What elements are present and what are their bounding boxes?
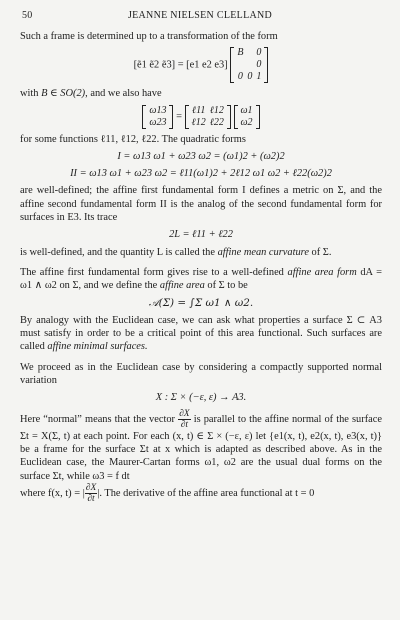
paragraph: are well-defined; the affine first fundamental form I defines a metric on Σ, and the affine second fundamental form II is the analog of the second fundamental form for surfaces in E3. Its trace [20, 185, 382, 224]
matrix-cell [245, 47, 254, 59]
running-head: JEANNE NIELSEN CLELLAND [127, 10, 273, 21]
body-text [20, 30, 382, 504]
text-run: is parallel to the affine normal of the surface Σt = X(Σ, t) at each point. For each (x, t) ∈ Σ × (−ε, ε) let {e1(x, t), e2(x, t), e3(x, t)} be a frame for the surface Σt at x which is adapted as described above. As in the Euclidean case, the Maurer-Cartan forms ω1, ω2 are the usual dual forms on the surface Σt, while ω3 = f dt [20, 413, 382, 482]
text-run: affine area form [287, 266, 357, 278]
text-run: where f(x, t) = | [20, 487, 85, 499]
fraction [178, 409, 191, 430]
paragraph [20, 314, 382, 354]
paragraph: We proceed as in the Euclidean case by considering a compactly supported normal variation [20, 361, 382, 387]
text-run: Here “normal” means that the vector [20, 413, 179, 425]
paragraph [20, 87, 382, 100]
matrix-cell: 0 [237, 71, 243, 83]
paragraph: for some functions ℓ11, ℓ12, ℓ22. The quadratic forms [20, 133, 246, 145]
matrix-l [185, 105, 231, 129]
fraction-denominator: ∂t [87, 493, 95, 504]
matrix-cell: ℓ11 [191, 104, 206, 116]
text-run: By analogy with the Euclidean case, we can ask what properties a surface Σ ⊂ A3 must satisfy in order to be a critical point of this area functional. Such surfaces are called [20, 314, 382, 353]
text-run: affine minimal surfaces. [47, 341, 148, 353]
paragraph [20, 409, 382, 483]
text-run: B ∈ SO(2) [41, 88, 86, 100]
matrix-cell [245, 59, 254, 71]
equation-variation: X : Σ × (−ε, ε) → A3. [155, 392, 247, 404]
text-run: dA = ω1 ∧ ω2 on Σ, and we define the [20, 266, 382, 292]
equation-frame [20, 47, 382, 83]
matrix-cell: ℓ12 [191, 116, 206, 128]
matrix-cell [235, 59, 245, 71]
equation-trace: 2L = ℓ11 + ℓ22 [169, 229, 233, 241]
fraction-numerator: ∂X [85, 482, 97, 493]
page-number: 50 [22, 10, 33, 21]
matrix-cell: B [237, 47, 244, 59]
equation-omega: ω13 ω23 = ℓ11 ℓ12 ℓ12 ℓ22 ω1 ω2 [20, 105, 382, 129]
paragraph [20, 266, 382, 293]
matrix-cell: ℓ12 [209, 104, 224, 116]
matrix-cell: 0 [256, 59, 262, 71]
matrix-cell: ω2 [240, 116, 253, 128]
text-run: of Σ to be [204, 280, 248, 292]
text-run: affine area [159, 280, 205, 292]
text-run: with [20, 88, 42, 100]
text-run: |. The derivative of the affine area functional at t = 0 [97, 487, 315, 499]
vector-lhs [142, 105, 173, 129]
matrix-cell: 0 [247, 71, 253, 83]
paragraph: Such a frame is determined up to a transformation of the form [20, 31, 278, 42]
text-run: The affine first fundamental form gives rise to a well-defined [20, 266, 288, 278]
fraction [85, 483, 98, 504]
text-run: is well-defined, and the quantity L is called the [20, 246, 218, 258]
matrix-cell: ω23 [149, 116, 167, 128]
fraction-numerator: ∂X [179, 408, 190, 419]
matrix-cell: 0 [256, 47, 262, 59]
text-run: , and we also have [85, 88, 162, 100]
text-run: of Σ. [308, 246, 332, 258]
equation-area: 𝒜(Σ) = ∫Σ ω1 ∧ ω2. [148, 296, 254, 309]
text-run: affine mean curvature [217, 246, 309, 258]
paragraph [20, 246, 382, 259]
vector-rhs [234, 105, 260, 129]
matrix-cell: 1 [256, 71, 262, 83]
paragraph [20, 483, 382, 504]
matrix-cell: ω1 [240, 104, 253, 116]
page-header [22, 10, 378, 24]
matrix-cell: ℓ22 [209, 116, 224, 128]
equation-I: I = ω13 ω1 + ω23 ω2 = (ω1)2 + (ω2)2 [117, 150, 285, 162]
matrix [230, 47, 268, 83]
matrix-cell: ω13 [149, 104, 167, 116]
equation-lhs: [ẽ1 ẽ2 ẽ3] = [e1 e2 e3] [133, 59, 228, 71]
fraction-denominator: ∂t [180, 419, 189, 430]
equation-II: II = ω13 ω1 + ω23 ω2 = ℓ11(ω1)2 + 2ℓ12 ω1 ω2 + ℓ22(ω2)2 [70, 168, 332, 180]
